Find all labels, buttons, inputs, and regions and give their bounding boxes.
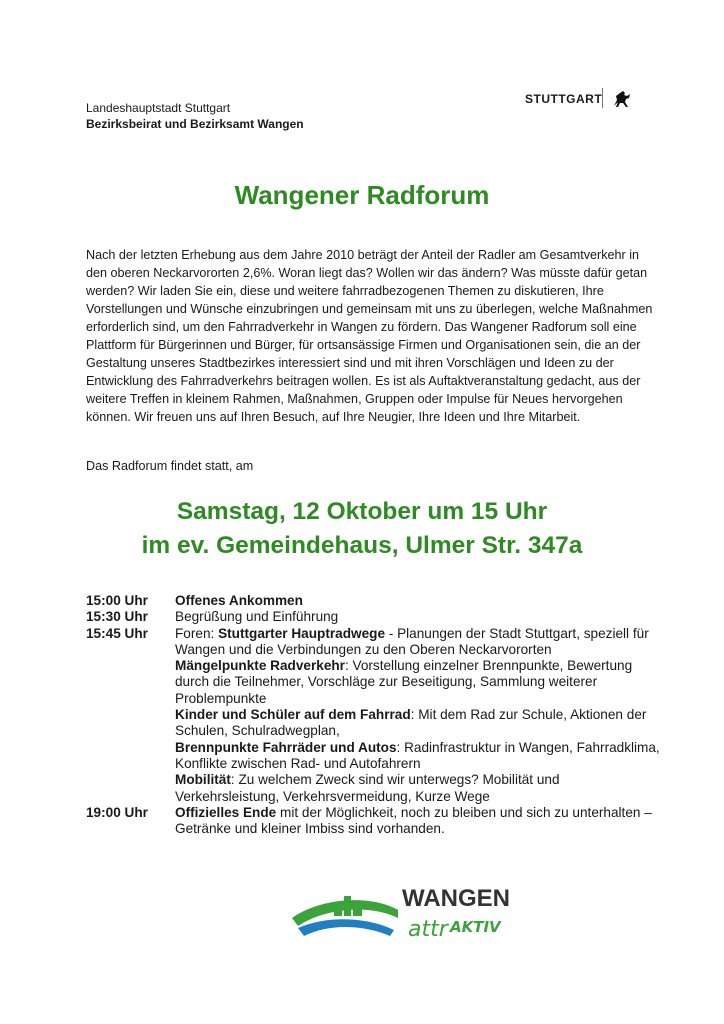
event-date: Samstag, 12 Oktober um 15 Uhr bbox=[176, 498, 548, 525]
stuttgart-logo-text: STUTTGART bbox=[525, 92, 603, 106]
lead-text: Das Radforum findet statt, am bbox=[86, 459, 254, 473]
agenda-time: 15:45 Uhr bbox=[86, 625, 148, 641]
forum-title: Kinder und Schüler auf dem Fahrrad bbox=[175, 707, 411, 723]
forum-item: Mobilität: Zu welchem Zweck sind wir unterwegs? Mobilität und Verkehrsleistung, Verkehrsvermeidung, Kurze Wege bbox=[175, 772, 560, 804]
org-line-1: Landeshauptstadt Stuttgart bbox=[86, 101, 231, 115]
intro-paragraph: Nach der letzten Erhebung aus dem Jahre 2010 beträgt der Anteil der Radler am Gesamtverkehr in den oberen Neckarvororten 2,6%. Woran liegt das? Wollen wir das ändern? Was müsste dafür getan werden? Wir laden Sie ein, diese und weitere fahrradbezogenen Themen zu diskutieren, Ihre Vorstellungen und Wünsche einzubringen und gemeinsam mit uns zu überlegen, welche Maßnahmen erforderlich sind, um den Fahrradverkehr in Wangen zu fördern. Das Wangener Radforum soll eine Plattform für Bürgerinnen und Bürger, für ortsansässige Firmen und Organisationen sein, die an der Gestaltung unseres Stadtbezirkes interessiert sind und mit ihren Vorschlägen und Ideen zu der Entwicklung des Fahrradverkehrs beitragen wollen. Es ist als Auftaktveranstaltung gedacht, aus der weitere Treffen in kleinem Rahmen, Maßnahmen, Gruppen oder Impulse für Neues hervorgehen können. Wir freuen uns auf Ihren Besuch, auf Ihre Neugier, Ihre Ideen und Ihre Mitarbeit. bbox=[86, 248, 653, 424]
agenda-item-title: Offizielles Ende bbox=[175, 804, 277, 820]
agenda-time: 19:00 Uhr bbox=[86, 804, 148, 820]
forum-item: Kinder und Schüler auf dem Fahrrad: Mit dem Rad zur Schule, Aktionen der Schulen, Schulradwegplan, bbox=[175, 707, 647, 739]
page-title: Wangener Radforum bbox=[234, 180, 490, 210]
logo-divider bbox=[602, 88, 603, 108]
org-line-2: Bezirksbeirat und Bezirksamt Wangen bbox=[86, 117, 304, 131]
intro-text bbox=[86, 246, 656, 426]
logo-word-attr: attr bbox=[408, 917, 448, 942]
agenda-item-text: Begrüßung und Einführung bbox=[175, 609, 339, 625]
agenda-row bbox=[86, 593, 666, 609]
forum-item: Foren: Stuttgarter Hauptradwege - Planungen der Stadt Stuttgart, speziell für Wangen und die Verbindungen zu den Oberen Neckarvororten bbox=[175, 625, 649, 657]
stuttgart-logo bbox=[525, 88, 635, 110]
event-info bbox=[0, 495, 724, 563]
agenda-row bbox=[86, 626, 666, 805]
wangen-attraktiv-logo bbox=[290, 880, 520, 950]
org-header bbox=[86, 100, 304, 132]
forum-title: Mängelpunkte Radverkehr bbox=[175, 658, 345, 674]
logo-word-aktiv: AKTIV bbox=[450, 918, 501, 936]
forum-title: Stuttgarter Hauptradwege bbox=[218, 625, 385, 641]
agenda-item-title: Offenes Ankommen bbox=[175, 593, 303, 608]
forum-title: Mobilität bbox=[175, 772, 231, 788]
forum-item: Brennpunkte Fahrräder und Autos: Radinfrastruktur in Wangen, Fahrradklima, Konflikte zwischen Rad- und Autofahrern bbox=[175, 739, 660, 771]
agenda-time: 15:30 Uhr bbox=[86, 609, 148, 625]
agenda-row bbox=[86, 609, 666, 625]
agenda bbox=[86, 593, 666, 837]
forum-item: Mängelpunkte Radverkehr: Vorstellung einzelner Brennpunkte, Bewertung durch die Teilnehmer, Vorschläge zur Beseitigung, Sammlung weiterer Problempunkte bbox=[175, 658, 633, 706]
forums-list bbox=[175, 626, 666, 805]
event-place: im ev. Gemeindehaus, Ulmer Str. 347a bbox=[141, 532, 583, 559]
stuttgart-horse-icon bbox=[611, 88, 633, 110]
logo-word-wangen: WANGEN bbox=[402, 885, 510, 912]
agenda-time: 15:00 Uhr bbox=[86, 593, 148, 608]
forum-title: Brennpunkte Fahrräder und Autos bbox=[175, 739, 397, 755]
agenda-row: 19:00 Uhr Offizielles Ende mit der Möglichkeit, noch zu bleiben und sich zu unterhalten – Getränke und kleiner Imbiss sind vorhanden. bbox=[86, 804, 652, 837]
